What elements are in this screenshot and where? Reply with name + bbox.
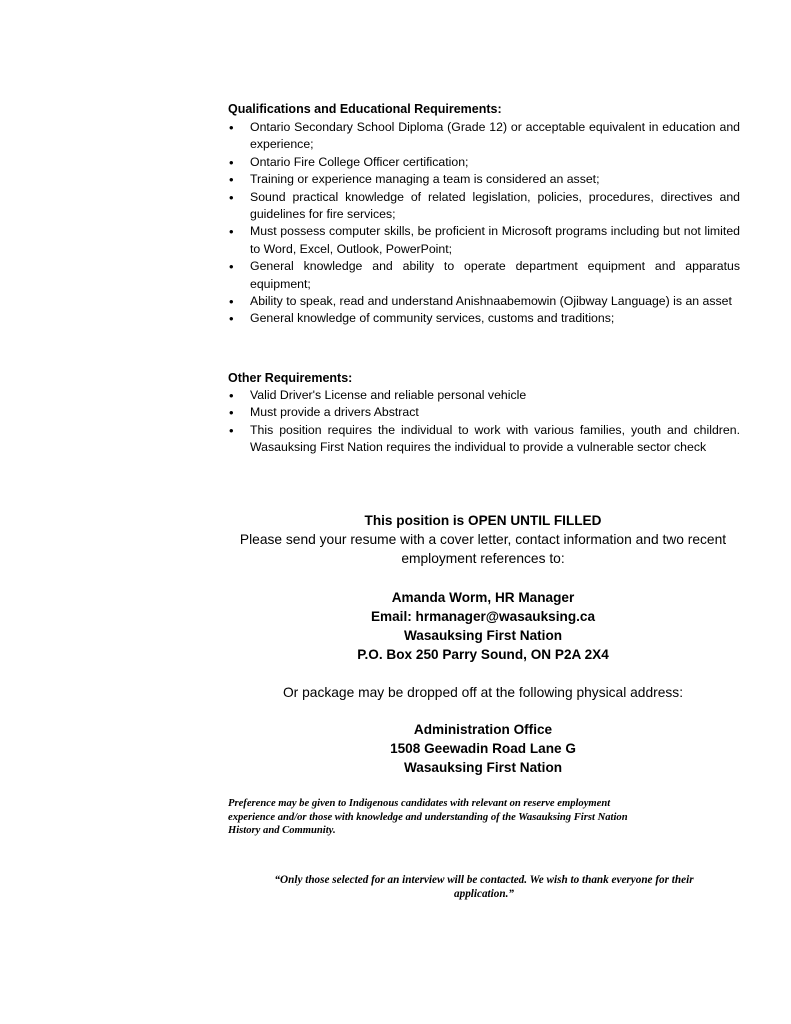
list-item: • Ontario Fire College Officer certification; [229,154,469,170]
preference-statement [228,797,728,838]
instructions-line-2: employment references to: [401,551,565,566]
preference-line-2: experience and/or those with knowledge and understanding of the Wasauksing First Nation [228,811,628,823]
bullet-icon: • [229,172,234,188]
office-street: 1508 Geewadin Road Lane G [390,741,576,756]
qualifications-heading: Qualifications and Educational Requirements: [228,102,502,116]
contact-email: Email: hrmanager@wasauksing.ca [370,609,596,624]
office-organization: Wasauksing First Nation [403,760,563,775]
contact-organization: Wasauksing First Nation [403,628,563,643]
bullet-icon: • [229,311,234,327]
bullet-icon: • [229,189,234,205]
list-item: • Ability to speak, read and understand Anishnaabemowin (Ojibway Language) is an asset [229,294,732,310]
bullet-icon: • [229,388,234,403]
list-item: • Valid Driver's License and reliable personal vehicle [229,388,527,403]
position-status: This position is OPEN UNTIL FILLED [364,513,602,528]
qualifications-list [228,119,740,328]
instructions-line-1: Please send your resume with a cover letter, contact information and two recent [239,532,727,547]
list-item: • Sound practical knowledge of related legislation, policies, procedures, directives and guidelines for fire services; [229,189,740,222]
closing-line-1: “Only those selected for an interview will be contacted. We wish to thank everyone for their [274,874,694,886]
list-item: • General knowledge and ability to operate department equipment and apparatus equipment; [229,259,740,291]
list-item: • This position requires the individual to work with various families, youth and children. Wasauksing First Nation requires the individual to provide a vulnerable sector check [229,422,740,455]
other-requirements-list [228,387,740,457]
closing-line-2: application.” [454,888,514,900]
bullet-icon: • [229,259,234,275]
list-item: • Training or experience managing a team is considered an asset; [229,172,600,188]
bullet-icon: • [229,422,234,438]
closing-statement [228,873,740,901]
other-requirements-heading: Other Requirements: [228,371,353,385]
dropoff-text: Or package may be dropped off at the following physical address: [282,685,684,700]
bullet-icon: • [229,405,234,421]
list-item: • Ontario Secondary School Diploma (Grade 12) or acceptable equivalent in education and experience; [229,120,740,152]
contact-address: P.O. Box 250 Parry Sound, ON P2A 2X4 [357,647,609,662]
preference-line-3: History and Community. [228,825,336,836]
contact-name: Amanda Worm, HR Manager [391,590,575,605]
bullet-icon: • [229,224,234,240]
list-item: • Must provide a drivers Abstract [229,405,419,421]
preference-line-1: Preference may be given to Indigenous candidates with relevant on reserve employment [228,798,611,809]
bullet-icon: • [229,294,234,310]
bullet-icon: • [229,154,234,170]
list-item: • General knowledge of community services, customs and traditions; [229,311,615,327]
office-name: Administration Office [413,722,553,737]
bullet-icon: • [229,120,234,135]
list-item: • Must possess computer skills, be proficient in Microsoft programs including but not limited to Word, Excel, Outlook, PowerPoint; [229,224,740,256]
